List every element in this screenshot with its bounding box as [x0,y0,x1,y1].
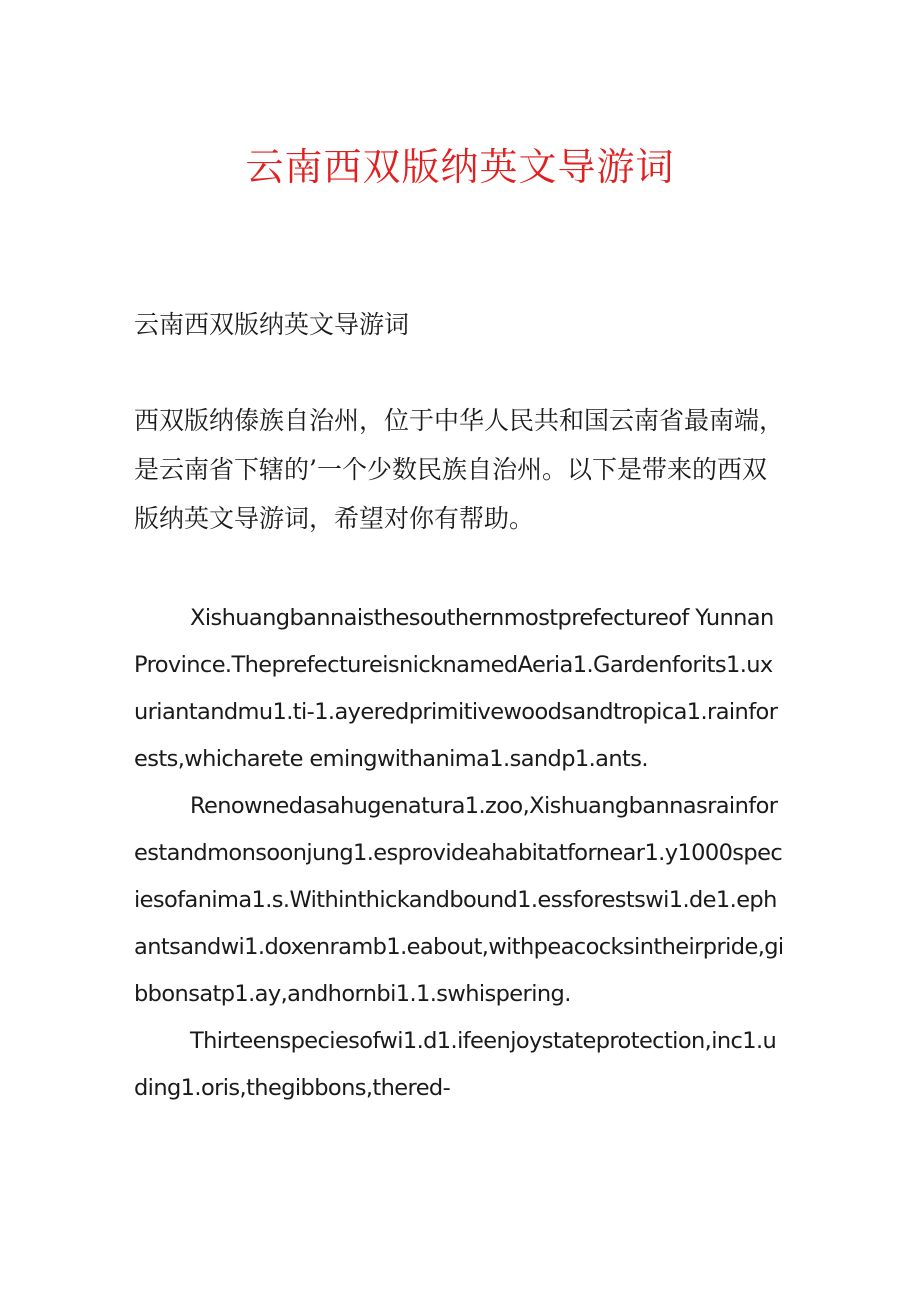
english-paragraph-1: Xishuangbannaisthesouthernmostprefectureof Yunnan Province.TheprefectureisnicknamedAeria1.Gardenforits1.uxuriantandmu1.ti-1.ayeredprimitivewoodsandtropica1.rainforests,whicharete emingwithanima1.sandp1.ants. [134,605,778,772]
intro-paragraph: 西双版纳傣族自治州，位于中华人民共和国云南省最南端，是云南省下辖的’一个少数民族自治州。以下是带来的西双版纳英文导游词，希望对你有帮助。 [134,406,785,533]
document-subtitle: 云南西双版纳英文导游词 [134,310,410,339]
english-paragraph-2: Renownedasahugenatura1.zoo,Xishuangbannasrainforestandmonsoonjung1.esprovideahabitatfornear1.y1000speciesofanima1.s.Withinthickandbound1.essforestswi1.de1.ephantsandwi1.doxenramb1.eabout,withpeacocksintheirpride,gibbonsatp1.ay,andhornbi1.1.swhispering. [134,793,784,1007]
english-guide-text [134,595,786,1112]
document-title: 云南西双版纳英文导游词 [245,145,675,189]
english-paragraph-3: Thirteenspeciesofwi1.d1.ifeenjoystateprotection,inc1.uding1.oris,thegibbons,thered- [134,1028,777,1101]
